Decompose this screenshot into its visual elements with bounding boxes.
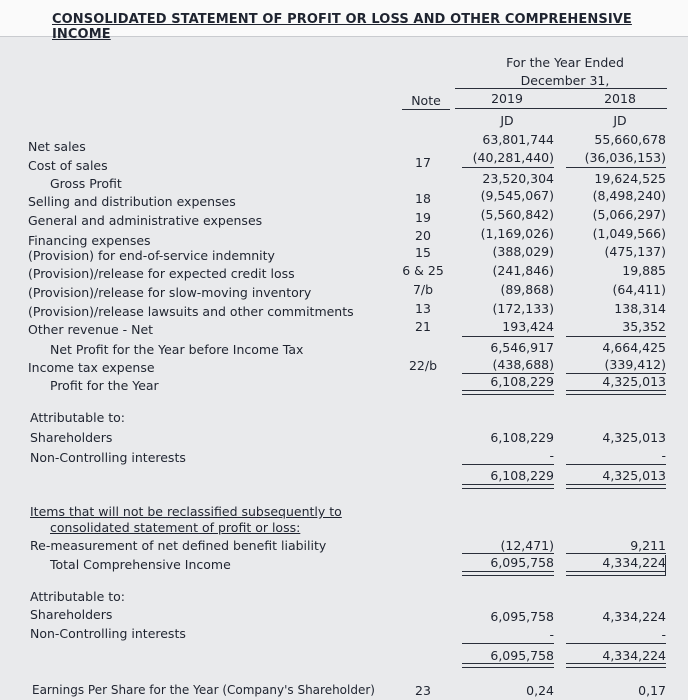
row-note: 21 <box>415 319 431 334</box>
row-value-2019: (438,688) <box>492 357 554 372</box>
period-header-line1: For the Year Ended <box>506 55 624 70</box>
total-comprehensive-label: Total Comprehensive Income <box>50 557 231 572</box>
row-note: 6 & 25 <box>402 263 444 278</box>
subtotal-underline-2018 <box>566 464 666 465</box>
margin-vertical-line <box>665 555 666 575</box>
nci-value-2018: - <box>661 627 666 642</box>
nci-value-2018: - <box>661 448 666 463</box>
row-value-2018: (64,411) <box>612 282 666 297</box>
currency-2018: JD <box>613 113 627 128</box>
row-label: Selling and distribution expenses <box>28 194 236 209</box>
row-value-2018: (339,412) <box>604 357 666 372</box>
row-value-2019: 63,801,744 <box>482 132 554 147</box>
row-label: Other revenue - Net <box>28 322 154 337</box>
subtotal-underline-2018 <box>566 643 666 644</box>
year-header-underline <box>455 108 667 109</box>
row-value-2019: (172,133) <box>492 301 554 316</box>
attributable-total-2019: 6,108,229 <box>490 468 554 483</box>
remeasurement-value-2019: (12,471) <box>500 538 554 553</box>
remeasurement-value-2018: 9,211 <box>630 538 666 553</box>
row-label: General and administrative expenses <box>28 213 263 228</box>
row-note: 18 <box>415 191 431 206</box>
statement-title-bar <box>0 0 688 42</box>
nci-value-2019: - <box>549 627 554 642</box>
subtotal-underline-2019 <box>462 643 554 644</box>
row-value-2019: 6,546,917 <box>490 340 554 355</box>
nci-label: Non-Controlling interests <box>30 450 186 465</box>
row-value-2018: 19,624,525 <box>594 171 666 186</box>
year-2019-header: 2019 <box>491 91 523 106</box>
eps-label: Earnings Per Share for the Year (Company's Shareholder) <box>32 683 375 697</box>
total-double-underline-2018 <box>566 390 666 395</box>
shareholders-value-2018: 4,334,224 <box>602 609 666 624</box>
row-value-2018: 19,885 <box>622 263 666 278</box>
total-double-underline-2019 <box>462 571 554 576</box>
row-value-2018: (36,036,153) <box>584 150 666 165</box>
row-value-2019: (1,169,026) <box>480 226 554 241</box>
total-double-underline-2019 <box>462 484 554 489</box>
row-value-2019: 193,424 <box>502 319 554 334</box>
total-double-underline-2019 <box>462 390 554 395</box>
row-value-2019: (9,545,067) <box>480 188 554 203</box>
row-value-2018: (5,066,297) <box>592 207 666 222</box>
shareholders-label: Shareholders <box>30 430 113 445</box>
total-double-underline-2018 <box>566 663 666 668</box>
oci-heading-line1: Items that will not be reclassified subsequently to <box>30 504 342 519</box>
row-label: (Provision)/release for slow-moving inventory <box>28 285 312 300</box>
year-2018-header: 2018 <box>604 91 636 106</box>
subtotal-underline-2018 <box>566 553 666 554</box>
period-header-line2: December 31, <box>520 73 610 88</box>
total-comprehensive-2018: 4,334,224 <box>602 555 666 570</box>
row-value-2019: (388,029) <box>492 244 554 259</box>
row-label: Net sales <box>28 139 86 154</box>
shareholders-value-2019: 6,095,758 <box>490 609 554 624</box>
subtotal-underline-2018 <box>566 336 666 337</box>
shareholders-label: Shareholders <box>30 607 113 622</box>
row-value-2018: (475,137) <box>604 244 666 259</box>
row-note: 19 <box>415 210 431 225</box>
statement-title: CONSOLIDATED STATEMENT OF PROFIT OR LOSS AND OTHER COMPREHENSIVE INCOME <box>52 12 632 42</box>
row-value-2018: 4,325,013 <box>602 374 666 389</box>
attributable-heading: Attributable to: <box>30 410 125 425</box>
total-double-underline-2019 <box>462 663 554 668</box>
row-label: Profit for the Year <box>50 378 159 393</box>
shareholders-value-2019: 6,108,229 <box>490 430 554 445</box>
row-note: 13 <box>415 301 431 316</box>
row-note: 17 <box>415 155 431 170</box>
attributable-total-2018: 4,325,013 <box>602 468 666 483</box>
row-value-2019: (5,560,842) <box>480 207 554 222</box>
subtotal-underline-2019 <box>462 553 554 554</box>
subtotal-underline-2019 <box>462 167 554 168</box>
row-value-2019: (40,281,440) <box>472 150 554 165</box>
row-value-2019: 6,108,229 <box>490 374 554 389</box>
row-label: Gross Profit <box>50 176 122 191</box>
row-label: (Provision) for end-of-service indemnity <box>28 248 275 263</box>
note-header-underline <box>402 109 450 110</box>
row-value-2019: (89,868) <box>500 282 554 297</box>
row-label: Cost of sales <box>28 158 108 173</box>
nci-value-2019: - <box>549 448 554 463</box>
subtotal-underline-2019 <box>462 464 554 465</box>
eps-value-2018: 0,17 <box>638 683 666 698</box>
row-note: 20 <box>415 228 431 243</box>
eps-value-2019: 0,24 <box>526 683 554 698</box>
row-label: Financing expenses <box>28 233 151 248</box>
oci-heading-line2: consolidated statement of profit or loss: <box>50 520 301 535</box>
attributable-total-2019: 6,095,758 <box>490 648 554 663</box>
attributable-total-2018: 4,334,224 <box>602 648 666 663</box>
subtotal-underline-2019 <box>462 336 554 337</box>
row-value-2018: 138,314 <box>614 301 666 316</box>
total-double-underline-2018 <box>566 571 666 576</box>
total-comprehensive-2019: 6,095,758 <box>490 555 554 570</box>
row-value-2018: (8,498,240) <box>592 188 666 203</box>
attributable-heading: Attributable to: <box>30 589 125 604</box>
row-note: 7/b <box>412 282 434 297</box>
row-value-2018: 4,664,425 <box>602 340 666 355</box>
note-column-header: Note <box>411 93 441 108</box>
row-value-2019: 23,520,304 <box>482 171 554 186</box>
eps-note: 23 <box>415 683 431 698</box>
row-note: 22/b <box>408 358 438 373</box>
row-label: Income tax expense <box>28 360 155 375</box>
period-header-underline <box>455 88 667 89</box>
remeasurement-label: Re-measurement of net defined benefit liability <box>30 538 327 553</box>
subtotal-underline-2018 <box>566 167 666 168</box>
nci-label: Non-Controlling interests <box>30 626 186 641</box>
row-value-2019: (241,846) <box>492 263 554 278</box>
shareholders-value-2018: 4,325,013 <box>602 430 666 445</box>
row-value-2018: 35,352 <box>622 319 666 334</box>
row-label: (Provision)/release for expected credit loss <box>28 266 295 281</box>
row-note: 15 <box>415 245 431 260</box>
currency-2019: JD <box>500 113 514 128</box>
row-label: Net Profit for the Year before Income Tax <box>50 342 304 357</box>
row-value-2018: (1,049,566) <box>592 226 666 241</box>
row-value-2018: 55,660,678 <box>594 132 666 147</box>
total-double-underline-2018 <box>566 484 666 489</box>
row-label: (Provision)/release lawsuits and other commitments <box>28 304 354 319</box>
